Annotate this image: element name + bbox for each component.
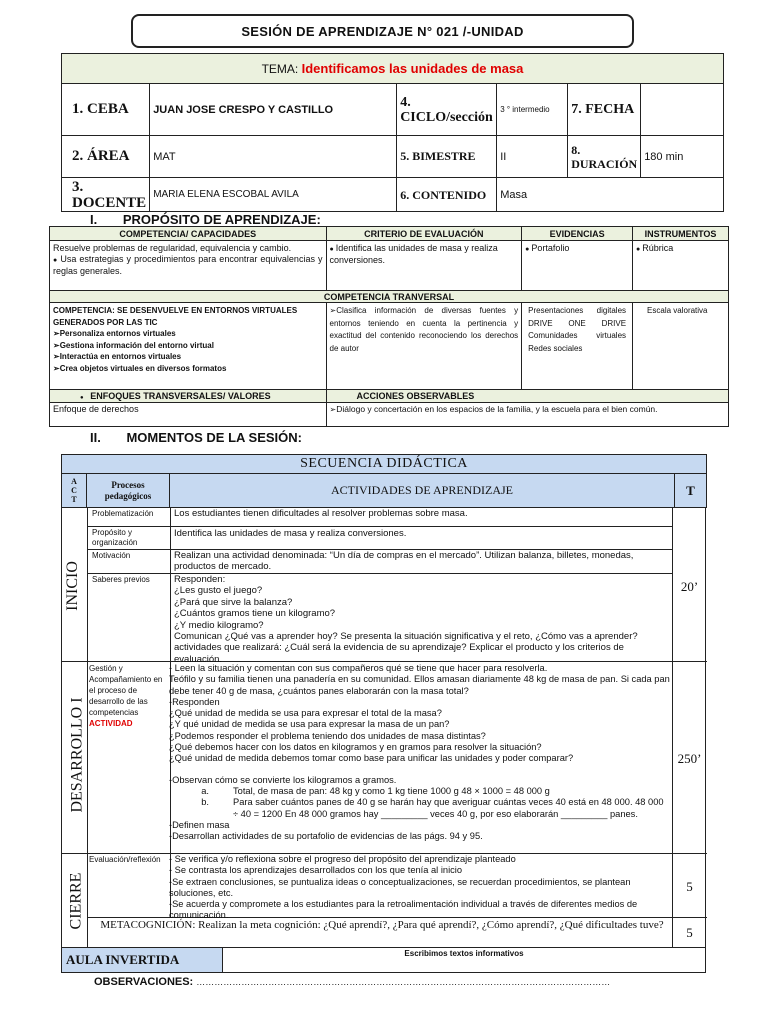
transversal-item: ➢ Gestiona información del entorno virtual (53, 340, 323, 352)
col-instrumentos: INSTRUMENTOS (633, 227, 729, 241)
gestion-label: Gestión y Acompañamiento en el proceso de desarrollo de las competencias (89, 664, 163, 717)
ceba-value: JUAN JOSE CRESPO Y CASTILLO (150, 84, 397, 136)
desarrollo-line: - Leen la situación y comentan con sus compañeros qué se tiene que hacer para resolverla. (169, 663, 548, 673)
enfoque-value: Enfoque de derechos (50, 403, 327, 427)
desarrollo-label-cell (62, 662, 87, 853)
desarrollo-label: DESARROLLO I (68, 697, 86, 813)
competencia-text-2-value: Usa estrategias y procedimientos para encontrar equivalencias y reglas generales. (53, 254, 323, 276)
tema-value: Identificamos las unidades de masa (301, 61, 524, 76)
evaluacion-label: Evaluación/reflexión (89, 855, 161, 864)
definen-text: -Definen masa (169, 819, 230, 830)
instrumento-item: ● Rúbrica (636, 243, 725, 255)
section1-title: PROPÓSITO DE APRENDIZAJE: (122, 212, 321, 227)
transversal-instrumento: Escala valorativa (633, 303, 729, 390)
section2-heading (90, 430, 302, 445)
col-act: ACT (62, 474, 87, 508)
cierre-label-cell (62, 854, 87, 947)
fecha-value (641, 84, 724, 136)
transversal-list (53, 328, 323, 374)
desarrollan-text: -Desarrollan actividades de su portafolio de evidencias de las págs. 94 y 95. (169, 831, 483, 842)
observaciones-dots: ………………………………………………………………………………………………………………………… (196, 977, 611, 987)
section1-heading (90, 212, 321, 227)
criterio-cell (326, 241, 522, 291)
area-value: MAT (150, 136, 397, 178)
section2-title: MOMENTOS DE LA SESIÓN: (126, 430, 302, 445)
saberes-line: Responden: (174, 574, 226, 585)
sub-a-text: Total, de masa de pan: 48 kg y como 1 kg tiene 1000 g 48 × 1000 = 48 000 g (233, 785, 550, 796)
enfoques-title-cell: ● ENFOQUES TRANSVERSALES/ VALORES (50, 390, 327, 403)
ciclo-label: 4. CICLO/sección (397, 84, 497, 136)
desarrollo-line: ¿Qué debemos hacer con los datos en kilogramos y en gramos para resolver la situación? (169, 742, 542, 753)
motivacion-label: Motivación (92, 551, 131, 560)
contenido-value: Masa (497, 178, 724, 212)
area-label: 2. ÁREA (62, 136, 150, 178)
acciones-title: ACCIONES OBSERVABLES (326, 390, 728, 403)
sub-a (169, 786, 671, 797)
contenido-label: 6. CONTENIDO (397, 178, 497, 212)
desarrollo-line: Teófilo y su familia tienen una panadería en su comunidad. Ellos amasan diariamente 48 kg de masa de pan. Si cada pan debe tener 40 g de masa, ¿cuántos panes elaborarán con la masa total? (169, 674, 670, 696)
aula-row (61, 947, 706, 973)
transversal-criterio-cell (326, 303, 522, 390)
observaciones (94, 976, 610, 988)
docente-label: 3. DOCENTE (62, 178, 150, 212)
accion-value: ➢ Diálogo y concertación en los espacios de la familia, y la escuela para el bien común. (330, 404, 725, 414)
desarrollo-line: -Responden (169, 696, 220, 707)
docente-value: MARIA ELENA ESCOBAL AVILA (150, 178, 397, 212)
observan-text: -Observan cómo se convierte los kilogramos a gramos. (169, 774, 397, 785)
inicio-time: 20’ (680, 579, 699, 594)
competencia-cell (50, 241, 327, 291)
transversal-comp-cell (50, 303, 327, 390)
desarrollo-text (169, 663, 671, 842)
desarrollo-line: ¿Y qué unidad de medida se usa para expresar la masa de un pan? (169, 719, 450, 730)
purpose-table (49, 226, 729, 427)
cierre-line: -Se extraen conclusiones, se puntualiza ideas o conceptualizaciones, se recuerdan procedimientos, se plantean soluciones, etc. (169, 876, 631, 898)
competencia-text-1: Resuelve problemas de regularidad, equivalencia y cambio. (53, 243, 292, 253)
col-competencia: COMPETENCIA/ CAPACIDADES (50, 227, 327, 241)
duracion-value: 180 min (641, 136, 724, 178)
criterio-item: ● Identifica las unidades de masa y realiza conversiones. (330, 243, 519, 266)
desarrollo-line: ¿Qué unidad de medida debemos tomar como base para unificar las unidades y poder comparar? (169, 753, 574, 764)
col-actividades: ACTIVIDADES DE APRENDIZAJE (170, 474, 675, 508)
evidencia-item: ● Portafolio (525, 243, 629, 255)
sub-b-label: b. (201, 797, 209, 808)
accion-cell (326, 403, 728, 427)
cierre-label: CIERRE (67, 872, 85, 930)
desarrollo-line: ¿Qué unidad de medida se usa para expresar el total de la masa? (169, 708, 442, 719)
metacognicion-time: 5 (686, 925, 693, 940)
sub-b (169, 797, 671, 820)
gestion-cell (89, 663, 169, 729)
transversal-item: ➢ Personaliza entornos virtuales (53, 328, 323, 340)
section1-number: I. (90, 212, 98, 227)
desarrollo-time: 250’ (677, 751, 702, 766)
proposito-text: Identifica las unidades de masa y realiza conversiones. (174, 528, 407, 539)
ceba-label: 1. CEBA (62, 84, 150, 136)
secuencia-title: SECUENCIA DIDÁCTICA (62, 455, 707, 474)
col-t: T (675, 474, 707, 508)
saberes-line: ¿Pará que sirve la balanza? (174, 596, 293, 608)
motivacion-text: Realizan una actividad denominada: “Un día de compras en el mercado”. Utilizan balanza, billetes, monedas, productos de mercado. (174, 550, 634, 573)
saberes-line: ¿Cuántos gramos tiene un kilogramo? (174, 608, 336, 620)
transversal-evidencias: Presentaciones digitales DRIVE ONE DRIVE Comunidades virtuales Redes sociales (522, 303, 633, 390)
sub-b-text: Para saber cuántos panes de 40 g se harán hay que averiguar cuántas veces 40 está en 48 000. 48 000 ÷ 40 = 1200 En 48 000 gramos hay _________ veces 40 g, por eso elaborarán _________ panes. (233, 797, 664, 819)
desarrollo-line: ¿Podemos responder el problema teniendo dos unidades de masa distintas? (169, 730, 486, 741)
actividad-label: ACTIVIDAD (89, 719, 133, 728)
bimestre-label: 5. BIMESTRE (397, 136, 497, 178)
problematizacion-text: Los estudiantes tienen dificultades al resolver problemas sobre masa. (174, 508, 468, 519)
fecha-label: 7. FECHA (568, 84, 641, 136)
observaciones-label: OBSERVACIONES: (94, 976, 194, 988)
evidencia-cell (522, 241, 633, 291)
inicio-label: INICIO (63, 561, 81, 611)
cierre-text (169, 854, 671, 922)
bimestre-value: II (497, 136, 568, 178)
competencia-text-2: ● Usa estrategias y procedimientos para encontrar equivalencias y reglas generales. (53, 254, 323, 276)
cierre-time: 5 (686, 879, 693, 894)
enfoques-title: ENFOQUES TRANSVERSALES/ VALORES (90, 391, 271, 401)
aula-text: Escribimos textos informativos (404, 949, 524, 958)
aula-label: AULA INVERTIDA (62, 948, 222, 972)
inicio-label-cell (62, 507, 87, 661)
instrumento-cell (633, 241, 729, 291)
tema-label: TEMA: (261, 62, 299, 76)
duracion-label: 8. DURACIÓN (568, 136, 641, 178)
ciclo-value: 3 ° intermedio (497, 84, 568, 136)
problematizacion-label: Problematización (92, 509, 154, 518)
section2-number: II. (90, 430, 101, 445)
tema-row (62, 54, 724, 84)
saberes-text (174, 574, 668, 665)
sub-a-label: a. (201, 785, 209, 796)
cierre-line: - Se contrasta los aprendizajes desarrollados con los que tenía al inicio (169, 865, 463, 876)
sequence-table (61, 454, 707, 474)
sequence-body (61, 473, 707, 508)
saberes-line: Comunican ¿Qué vas a aprender hoy? Se presenta la situación significativa y el reto, ¿Cómo vas a aprender? actividades que realizará: ¿Cuál será la evidencia de su aprendizaje? Explicar el producto y los criterios de evaluación. (174, 631, 638, 665)
cierre-line: - Se verifica y/o reflexiona sobre el progreso del propósito del aprendizaje planteado (169, 854, 516, 864)
saberes-line: ¿Les gusto el juego? (174, 585, 263, 597)
transversal-item: ➢ Interactúa en entornos virtuales (53, 351, 323, 363)
proposito-label: Propósito y organización (92, 528, 138, 547)
metacognicion-text: METACOGNICIÓN: Realizan la meta cognición: ¿Qué aprendí?, ¿Para qué aprendí?, ¿Cómo aprendí?, ¿Qué dificultades tuve? (100, 919, 664, 931)
transversal-criterio: ➢ Clasifica información de diversas fuentes y entornos teniendo en cuenta la pertinencia y exactitud del contenido reconociendo los derechos de autor (330, 305, 519, 355)
info-table (61, 53, 724, 212)
transversal-item: ➢ Crea objetos virtuales en diversos formatos (53, 363, 323, 375)
transversal-comp: COMPETENCIA: SE DESENVUELVE EN ENTORNOS VIRTUALES GENERADOS POR LAS TIC (53, 306, 298, 327)
saberes-label: Saberes previos (92, 575, 150, 584)
transversal-title: COMPETENCIA TRANVERSAL (50, 291, 729, 303)
col-criterio: CRITERIO DE EVALUACIÓN (326, 227, 522, 241)
session-title: SESIÓN DE APRENDIZAJE N° 021 /-UNIDAD (131, 14, 634, 48)
saberes-line: ¿Y medio kilogramo? (174, 619, 264, 631)
sequence-rows (61, 507, 706, 948)
col-procesos: Procesos pedagógicos (87, 474, 170, 508)
cierre-line: -Se acuerda y compromete a los estudiantes para la retroalimentación individual a través de diferentes medios de comunicación. (169, 899, 638, 921)
col-evidencias: EVIDENCIAS (522, 227, 633, 241)
